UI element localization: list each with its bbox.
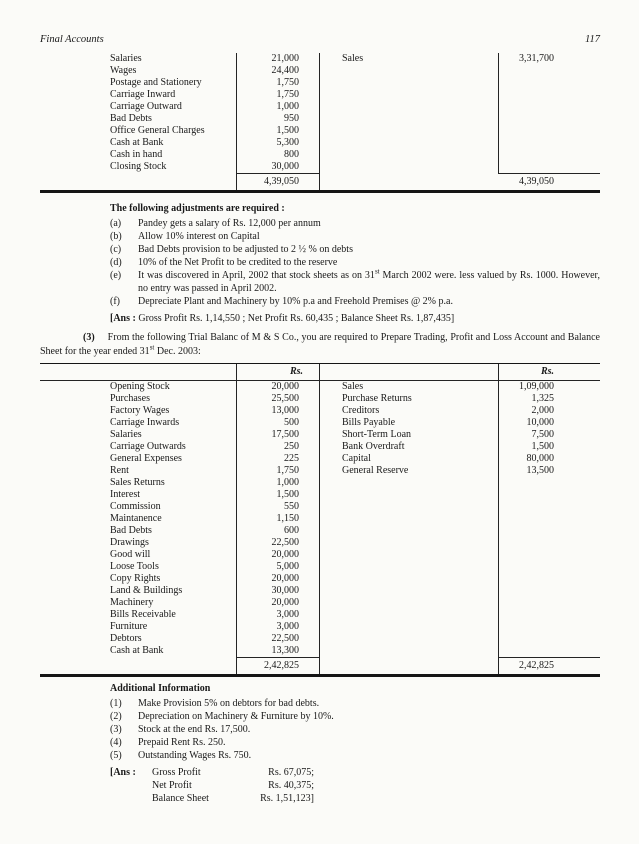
- additional-info-heading: Additional Information: [110, 683, 211, 694]
- amount-cell: [498, 489, 600, 501]
- additional-info-section: [110, 682, 600, 762]
- account-name-cell: [320, 89, 498, 101]
- account-name-cell: [320, 597, 498, 609]
- table-row: [40, 597, 600, 609]
- account-name-cell: Interest: [110, 489, 140, 500]
- account-name-cell: Factory Wages: [110, 405, 170, 416]
- account-name-cell: Maintanence: [110, 513, 162, 524]
- account-name-cell: Copy Rights: [110, 573, 161, 584]
- amount-cell: [498, 101, 600, 113]
- page-number: 117: [585, 34, 600, 45]
- account-name-cell: Bank Overdraft: [342, 441, 405, 452]
- table-row: [40, 53, 600, 65]
- amount-cell: 20,000: [236, 573, 320, 585]
- table-row: [40, 585, 600, 597]
- account-name-cell: [320, 549, 498, 561]
- answer-label: [Ans :: [110, 767, 136, 778]
- account-name-cell: Carriage Inward: [110, 89, 176, 100]
- account-name-cell: Cash at Bank: [110, 137, 164, 148]
- credit-total-cell: 2,42,825: [498, 657, 600, 674]
- amount-cell: [498, 633, 600, 645]
- item-text: Bad Debts provision to be adjusted to 2 ½ % on debts: [138, 244, 353, 255]
- amount-cell: 2,000: [498, 405, 600, 417]
- amount-cell: [498, 89, 600, 101]
- amount-cell: [498, 65, 600, 77]
- spacer-cell: [320, 173, 498, 190]
- amount-cell: [498, 137, 600, 149]
- amount-cell: 1,750: [236, 77, 320, 89]
- account-name-cell: Bills Payable: [342, 417, 396, 428]
- amount-cell: 800: [236, 149, 320, 161]
- amount-cell: 20,000: [236, 381, 320, 393]
- amount-cell: [498, 513, 600, 525]
- account-name-cell: General Expenses: [110, 453, 182, 464]
- amount-cell: [498, 525, 600, 537]
- amount-cell: [498, 585, 600, 597]
- item-label: (5): [110, 750, 122, 761]
- amount-cell: 1,500: [498, 441, 600, 453]
- question-text-part: From the following Trial Balanc of M & S Co., you are required to Prepare Trading, Profit and Loss Account and Balance Sheet for the year ended 31: [40, 332, 600, 357]
- account-name-cell: [320, 149, 498, 161]
- table-total-row: [40, 657, 600, 674]
- amount-cell: 1,000: [236, 477, 320, 489]
- account-name-cell: Good will: [110, 549, 151, 560]
- spacer-cell: [320, 364, 498, 380]
- account-name-cell: [320, 477, 498, 489]
- amount-cell: 22,500: [236, 633, 320, 645]
- adjustment-item-b: [110, 230, 600, 243]
- info-item-1: [110, 697, 600, 710]
- account-name-cell: Closing Stock: [110, 161, 167, 172]
- final-answer-block: [110, 766, 600, 805]
- table-header-row: [40, 364, 600, 381]
- account-name-cell: [320, 633, 498, 645]
- amount-cell: [498, 501, 600, 513]
- table-row: [40, 125, 600, 137]
- answer-item-amount: Rs. 67,075;: [268, 767, 314, 778]
- amount-cell: 30,000: [236, 585, 320, 597]
- amount-cell: 7,500: [498, 429, 600, 441]
- answer-rows: [152, 766, 314, 805]
- amount-cell: 550: [236, 501, 320, 513]
- adjustments-heading: The following adjustments are required :: [110, 203, 285, 214]
- account-name-cell: Machinery: [110, 597, 154, 608]
- account-name-cell: [320, 513, 498, 525]
- credit-currency-header: Rs.: [498, 364, 600, 380]
- account-name-cell: [320, 621, 498, 633]
- amount-cell: [498, 537, 600, 549]
- amount-cell: [498, 125, 600, 137]
- chapter-title: Final Accounts: [40, 34, 104, 45]
- table-row: [40, 101, 600, 113]
- question-3-paragraph: [40, 331, 600, 358]
- ordinal-superscript: st: [149, 343, 155, 352]
- info-item-3: [110, 723, 600, 736]
- table-row: [40, 65, 600, 77]
- item-text: Make Provision 5% on debtors for bad debts.: [138, 698, 320, 709]
- answer-item-name: Gross Profit: [152, 767, 201, 778]
- amount-cell: 1,000: [236, 101, 320, 113]
- table-row: [40, 429, 600, 441]
- account-name-cell: [320, 645, 498, 657]
- table-row: [40, 465, 600, 477]
- adjustment-item-d: [110, 256, 600, 269]
- amount-cell: 1,500: [236, 489, 320, 501]
- item-text: Allow 10% interest on Capital: [138, 231, 260, 242]
- amount-cell: 1,150: [236, 513, 320, 525]
- amount-cell: [498, 77, 600, 89]
- account-name-cell: [320, 525, 498, 537]
- amount-cell: 25,500: [236, 393, 320, 405]
- adjustment-item-e: [110, 269, 600, 295]
- adjustment-item-c: [110, 243, 600, 256]
- account-name-cell: [320, 561, 498, 573]
- account-name-cell: [320, 585, 498, 597]
- item-label: (d): [110, 257, 122, 268]
- amount-cell: 5,000: [236, 561, 320, 573]
- table-row: [40, 417, 600, 429]
- credit-total-cell: 4,39,050: [498, 173, 600, 190]
- adjustments-section: [110, 202, 600, 325]
- item-text: Outstanding Wages Rs. 750.: [138, 750, 252, 761]
- table-row: [40, 113, 600, 125]
- account-name-cell: Carriage Outwards: [110, 441, 186, 452]
- amount-cell: 600: [236, 525, 320, 537]
- table-row: [40, 137, 600, 149]
- item-label: (2): [110, 711, 122, 722]
- account-name-cell: Salaries: [110, 429, 142, 440]
- item-text-part: It was discovered in April, 2002 that stock sheets as on 31: [138, 270, 375, 281]
- table-row: [40, 89, 600, 101]
- item-text: Prepaid Rent Rs. 250.: [138, 737, 226, 748]
- amount-cell: [498, 477, 600, 489]
- table-row: [40, 453, 600, 465]
- account-name-cell: Carriage Inwards: [110, 417, 180, 428]
- table-row: [40, 161, 600, 173]
- account-name-cell: Rent: [110, 465, 129, 476]
- account-name-cell: Commission: [110, 501, 161, 512]
- account-name-cell: Land & Buildings: [110, 585, 183, 596]
- table-row: [40, 441, 600, 453]
- amount-cell: [498, 561, 600, 573]
- amount-cell: [498, 113, 600, 125]
- item-label: (b): [110, 231, 122, 242]
- account-name-cell: [320, 537, 498, 549]
- adjustment-item-f: [110, 295, 600, 308]
- account-name-cell: Furniture: [110, 621, 148, 632]
- table-row: [40, 525, 600, 537]
- table-total-row: [40, 173, 600, 190]
- amount-cell: 13,300: [236, 645, 320, 657]
- account-name-cell: Short-Term Loan: [342, 429, 412, 440]
- item-text-part: March 2002 were. less valued by Rs. 1000. However, no entry was passed in April 2002.: [138, 270, 600, 294]
- table-row: [40, 477, 600, 489]
- amount-cell: 3,000: [236, 621, 320, 633]
- table-row: [40, 149, 600, 161]
- trading-account-rows: [40, 53, 600, 173]
- account-name-cell: Sales: [342, 381, 364, 392]
- question-number: (3): [83, 332, 95, 343]
- debit-total-cell: 4,39,050: [236, 173, 320, 190]
- item-text: 10% of the Net Profit to be credited to the reserve: [138, 257, 338, 268]
- item-label: (4): [110, 737, 122, 748]
- amount-cell: 13,000: [236, 405, 320, 417]
- amount-cell: 30,000: [236, 161, 320, 173]
- account-name-cell: Sales: [342, 53, 364, 64]
- spacer-cell: [40, 364, 236, 380]
- info-item-2: [110, 710, 600, 723]
- trading-account-table: [40, 53, 600, 193]
- answer-item-amount: Rs. 1,51,123]: [260, 793, 314, 804]
- amount-cell: 1,750: [236, 89, 320, 101]
- item-text: Pandey gets a salary of Rs. 12,000 per annum: [138, 218, 321, 229]
- account-name-cell: Bills Receivable: [110, 609, 176, 620]
- account-name-cell: Office General Charges: [110, 125, 205, 136]
- table-row: [40, 405, 600, 417]
- item-label: (3): [110, 724, 122, 735]
- account-name-cell: Cash at Bank: [110, 645, 164, 656]
- amount-cell: 22,500: [236, 537, 320, 549]
- spacer-cell: [320, 657, 498, 674]
- amount-cell: 500: [236, 417, 320, 429]
- table-row: [40, 609, 600, 621]
- item-label: (1): [110, 698, 122, 709]
- answer-line: [110, 312, 600, 325]
- info-item-4: [110, 736, 600, 749]
- table-row: [40, 513, 600, 525]
- answer-item-name: Balance Sheet: [152, 793, 209, 804]
- amount-cell: [498, 573, 600, 585]
- account-name-cell: [320, 65, 498, 77]
- trial-balance-table: [40, 363, 600, 677]
- account-name-cell: Sales Returns: [110, 477, 165, 488]
- account-name-cell: Postage and Stationery: [110, 77, 202, 88]
- spacer-cell: [40, 173, 236, 190]
- account-name-cell: Loose Tools: [110, 561, 159, 572]
- amount-cell: [498, 549, 600, 561]
- table-row: [40, 573, 600, 585]
- item-text: Stock at the end Rs. 17,500.: [138, 724, 251, 735]
- debit-currency-header: Rs.: [236, 364, 320, 380]
- account-name-cell: Wages: [110, 65, 137, 76]
- answer-item-amount: Rs. 40,375;: [268, 780, 314, 791]
- account-name-cell: Debtors: [110, 633, 142, 644]
- info-item-5: [110, 749, 600, 762]
- answer-row: [152, 792, 314, 805]
- account-name-cell: [320, 161, 498, 173]
- amount-cell: [498, 597, 600, 609]
- account-name-cell: [320, 101, 498, 113]
- amount-cell: 225: [236, 453, 320, 465]
- question-text-part: Dec. 2003:: [154, 345, 201, 357]
- item-text: Depreciation on Machinery & Furniture by 10%.: [138, 711, 334, 722]
- account-name-cell: Carriage Outward: [110, 101, 182, 112]
- item-text: [138, 269, 600, 295]
- amount-cell: 21,000: [236, 53, 320, 65]
- amount-cell: 80,000: [498, 453, 600, 465]
- table-row: [40, 501, 600, 513]
- account-name-cell: Purchases: [110, 393, 150, 404]
- amount-cell: 20,000: [236, 597, 320, 609]
- spacer-cell: [40, 657, 236, 674]
- debit-total-cell: 2,42,825: [236, 657, 320, 674]
- account-name-cell: Opening Stock: [110, 381, 170, 392]
- account-name-cell: Bad Debts: [110, 525, 152, 536]
- amount-cell: 1,09,000: [498, 381, 600, 393]
- amount-cell: [498, 621, 600, 633]
- account-name-cell: [320, 77, 498, 89]
- amount-cell: [498, 609, 600, 621]
- amount-cell: 950: [236, 113, 320, 125]
- amount-cell: [498, 645, 600, 657]
- page-content: [40, 0, 600, 805]
- item-label: (e): [110, 270, 122, 281]
- table-row: [40, 77, 600, 89]
- answer-label: [Ans :: [110, 313, 136, 324]
- amount-cell: 1,500: [236, 125, 320, 137]
- amount-cell: 3,31,700: [498, 53, 600, 65]
- amount-cell: [498, 149, 600, 161]
- amount-cell: 17,500: [236, 429, 320, 441]
- table-row: [40, 489, 600, 501]
- account-name-cell: [320, 573, 498, 585]
- account-name-cell: [320, 501, 498, 513]
- account-name-cell: [320, 609, 498, 621]
- item-text: Depreciate Plant and Machinery by 10% p.a and Freehold Premises @ 2% p.a.: [138, 296, 453, 307]
- account-name-cell: Capital: [342, 453, 371, 464]
- answer-text: Gross Profit Rs. 1,14,550 ; Net Profit Rs. 60,435 ; Balance Sheet Rs. 1,87,435]: [135, 313, 455, 324]
- answer-item-name: Net Profit: [152, 780, 192, 791]
- table-row: [40, 393, 600, 405]
- account-name-cell: [320, 137, 498, 149]
- account-name-cell: [320, 113, 498, 125]
- amount-cell: 3,000: [236, 609, 320, 621]
- item-label: (a): [110, 218, 122, 229]
- item-label: (c): [110, 244, 122, 255]
- table-row: [40, 621, 600, 633]
- item-label: (f): [110, 296, 120, 307]
- answer-row: [152, 779, 314, 792]
- table-row: [40, 381, 600, 393]
- table-row: [40, 537, 600, 549]
- amount-cell: [498, 161, 600, 173]
- account-name-cell: [320, 125, 498, 137]
- amount-cell: 5,300: [236, 137, 320, 149]
- ordinal-superscript: st: [374, 267, 380, 276]
- amount-cell: 24,400: [236, 65, 320, 77]
- running-header: [40, 0, 600, 46]
- trial-balance-rows: [40, 381, 600, 657]
- account-name-cell: Drawings: [110, 537, 149, 548]
- account-name-cell: Bad Debts: [110, 113, 152, 124]
- account-name-cell: Cash in hand: [110, 149, 163, 160]
- table-row: [40, 549, 600, 561]
- account-name-cell: [320, 489, 498, 501]
- account-name-cell: Creditors: [342, 405, 380, 416]
- amount-cell: 1,750: [236, 465, 320, 477]
- adjustment-item-a: [110, 217, 600, 230]
- table-row: [40, 633, 600, 645]
- amount-cell: 250: [236, 441, 320, 453]
- account-name-cell: Purchase Returns: [342, 393, 412, 404]
- answer-row: [152, 766, 314, 779]
- account-name-cell: Salaries: [110, 53, 142, 64]
- amount-cell: 1,325: [498, 393, 600, 405]
- account-name-cell: General Reserve: [342, 465, 409, 476]
- table-row: [40, 561, 600, 573]
- amount-cell: 13,500: [498, 465, 600, 477]
- amount-cell: 20,000: [236, 549, 320, 561]
- table-row: [40, 645, 600, 657]
- amount-cell: 10,000: [498, 417, 600, 429]
